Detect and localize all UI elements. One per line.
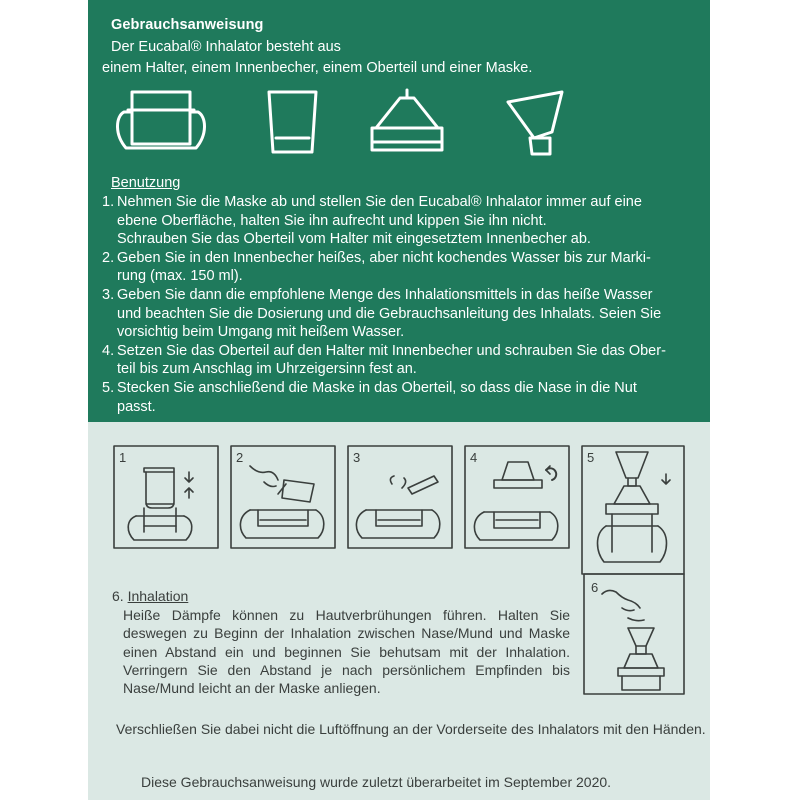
usage-step-5 (102, 379, 702, 416)
intro-text (102, 37, 533, 76)
inner-cup-icon (269, 92, 316, 152)
intro-line-2: einem Halter, einem Innenbecher, einem Oberteil und einer Maske. (102, 60, 533, 76)
inhalation-label: Inhalation (127, 588, 189, 604)
inhalation-number: 6. (112, 588, 124, 604)
step-number: 2. (102, 249, 115, 266)
top-part-icon (372, 90, 442, 150)
step-line: Setzen Sie das Oberteil auf den Halter mit Innenbecher und schrauben Sie das Ober- (117, 342, 666, 359)
inhalation-step-icon (584, 574, 684, 694)
parts-illustration (104, 88, 584, 164)
illustration-section (88, 422, 710, 800)
instructions-section (88, 0, 710, 422)
step-line: Schrauben Sie das Oberteil vom Halter mit eingesetztem Innenbecher ab. (117, 231, 591, 248)
step-line: teil bis zum Anschlag im Uhrzeigersinn fest an. (117, 361, 417, 378)
step-number: 3. (102, 286, 115, 303)
step-line: vorsichtig beim Umgang mit heißem Wasser. (117, 324, 405, 341)
inhalation-text: Heiße Dämpfe können zu Hautverbrühungen führen. Halten Sie deswegen zu Beginn der Inhalation zwischen Nase/Mund und Maske einen Abstand ein und beginnen Sie behutsam mit der Inhalation. Verringern Sie den Abstand je nach persönlichem Empfinden bis Nase/Mund leicht an der Maske anliegen. (123, 607, 570, 697)
instruction-leaflet (88, 0, 710, 800)
step-line: und beachten Sie die Dosierung und die Gebrauchsanleitung des Inhalats. Seien Sie (117, 305, 662, 322)
usage-step-2 (102, 249, 702, 286)
panel-number: 4 (470, 450, 478, 465)
panel-number: 6 (591, 580, 599, 595)
revision-note: Diese Gebrauchsanweisung wurde zuletzt überarbeitet im September 2020. (141, 774, 612, 790)
leaflet-title: Gebrauchsanweisung (111, 17, 264, 33)
step-line: Geben Sie in den Innenbecher heißes, aber nicht kochendes Wasser bis zur Marki- (117, 249, 651, 266)
step-line: Geben Sie dann die empfohlene Menge des Inhalationsmittels in das heiße Wasser (117, 286, 653, 303)
attach-mask-step-icon (582, 446, 684, 574)
mask-icon (508, 92, 562, 154)
panel-number: 1 (119, 450, 127, 465)
pour-water-step-icon (231, 446, 335, 548)
panel-number: 2 (236, 450, 244, 465)
usage-heading: Benutzung (111, 175, 181, 191)
inhalation-heading (112, 588, 188, 604)
step-line: rung (max. 150 ml). (117, 268, 243, 285)
step-number: 5. (102, 379, 115, 396)
closing-note: Verschließen Sie dabei nicht die Luftöffnung an der Vorderseite des Inhalators mit den Händen. (116, 721, 706, 737)
usage-steps-list (102, 193, 702, 416)
panel-number: 5 (587, 450, 595, 465)
usage-step-3 (102, 286, 702, 342)
step-line: ebene Oberfläche, halten Sie ihn aufrecht und kippen Sie ihn nicht. (117, 212, 547, 229)
add-inhalant-step-icon (348, 446, 452, 548)
usage-step-4 (102, 342, 702, 379)
holder-icon (118, 92, 205, 148)
panel-number: 3 (353, 450, 361, 465)
usage-step-1 (102, 193, 702, 249)
step-line: passt. (117, 398, 156, 415)
step-number: 1. (102, 194, 115, 210)
step-number: 4. (102, 342, 115, 359)
screw-top-step-icon (465, 446, 569, 548)
intro-line-1: Der Eucabal® Inhalator besteht aus (111, 39, 341, 55)
remove-top-step-icon (114, 446, 218, 548)
step-line: Nehmen Sie die Maske ab und stellen Sie den Eucabal® Inhalator immer auf eine (117, 194, 642, 210)
step-line: Stecken Sie anschließend die Maske in das Oberteil, so dass die Nase in die Nut (117, 379, 637, 396)
